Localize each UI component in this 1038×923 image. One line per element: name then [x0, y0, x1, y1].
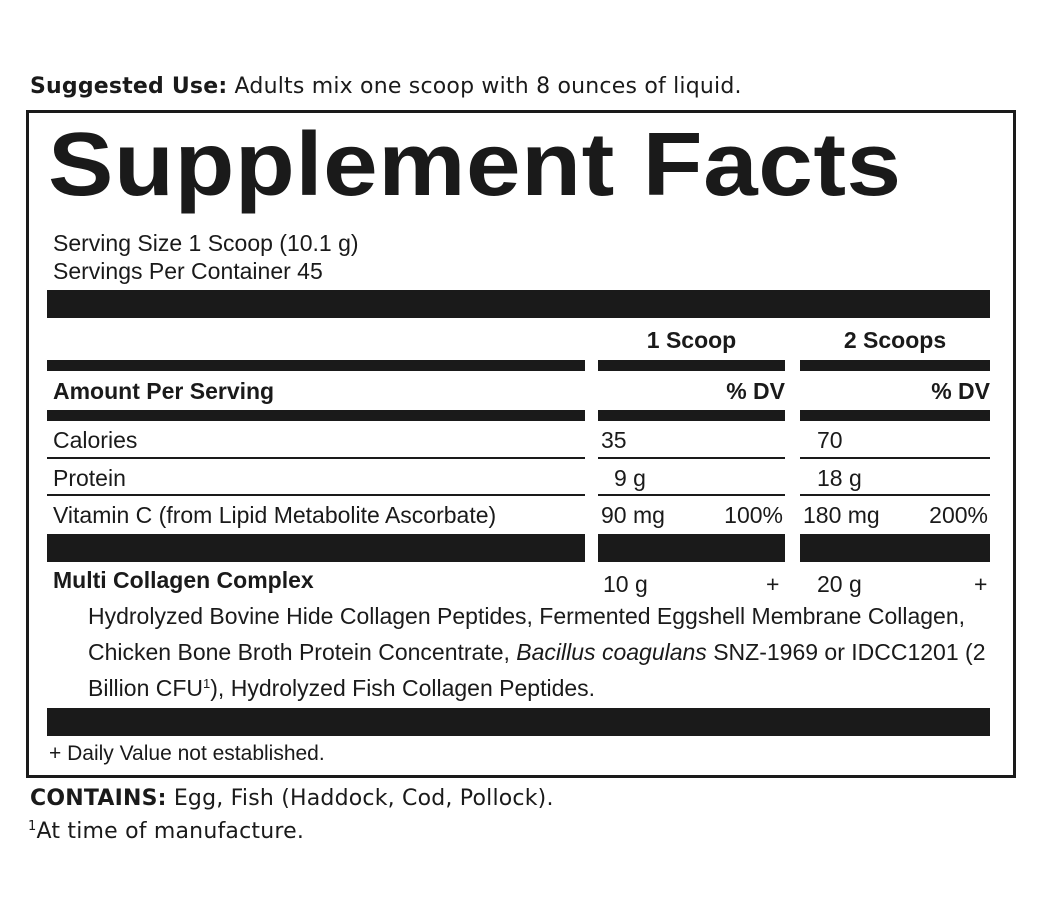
contains-text: Egg, Fish (Haddock, Cod, Pollock).: [166, 786, 554, 811]
daily-value-note: + Daily Value not established.: [49, 742, 325, 765]
divider-bar-thick: [598, 534, 785, 562]
ingredients-text-3: ), Hydrolyzed Fish Collagen Peptides.: [210, 675, 596, 701]
row-divider: [800, 457, 990, 459]
dv-header-1: % DV: [726, 378, 785, 404]
footnote-marker: 1: [203, 676, 211, 691]
serving-size: Serving Size 1 Scoop (10.1 g): [53, 230, 359, 256]
calories-amount-1: 35: [601, 427, 627, 453]
suggested-use-text: Adults mix one scoop with 8 ounces of liquid.: [227, 74, 742, 99]
footnote-text: At time of manufacture.: [36, 819, 305, 844]
row-divider: [47, 457, 585, 459]
contains-label: CONTAINS:: [30, 786, 167, 811]
vitamin-c-amount-2: 180 mg: [803, 502, 880, 528]
footnote: [28, 819, 304, 844]
complex-name: Multi Collagen Complex: [53, 567, 314, 593]
ingredients-text-2: SNZ-1969 or IDCC1201 (2 Billion CFU: [88, 639, 986, 701]
row-divider: [47, 494, 585, 496]
divider-bar: [598, 360, 785, 371]
suggested-use: [30, 74, 742, 99]
dv-header-2: % DV: [931, 378, 990, 404]
vitamin-c-dv-2: 200%: [929, 502, 988, 528]
column-header-2-scoops: 2 Scoops: [843, 327, 947, 353]
suggested-use-label: Suggested Use:: [30, 74, 228, 99]
ingredients-italic: Bacillus coagulans: [516, 639, 707, 665]
divider-bar: [47, 410, 585, 421]
contains-statement: [30, 786, 554, 811]
row-divider: [598, 494, 785, 496]
nutrient-name-vitamin-c: Vitamin C (from Lipid Metabolite Ascorbate): [53, 502, 497, 528]
ingredients-text-1: Hydrolyzed Bovine Hide Collagen Peptides, Fermented Eggshell Membrane Collagen, Chicken Bone Broth Protein Concentrate,: [88, 603, 966, 665]
nutrient-name-protein: Protein: [53, 465, 126, 491]
row-divider: [598, 457, 785, 459]
complex-dv-2: +: [974, 571, 988, 597]
divider-bar-thick: [47, 534, 585, 562]
servings-per-container: Servings Per Container 45: [53, 258, 323, 284]
complex-dv-1: +: [766, 571, 780, 597]
protein-amount-1: 9 g: [614, 465, 646, 491]
divider-bar: [598, 410, 785, 421]
amount-per-serving-header: Amount Per Serving: [53, 378, 275, 404]
divider-bar: [800, 360, 990, 371]
panel-title: Supplement Facts: [48, 115, 902, 215]
column-header-1-scoop: 1 Scoop: [646, 327, 737, 353]
row-divider: [800, 494, 990, 496]
divider-bar-thick: [800, 534, 990, 562]
protein-amount-2: 18 g: [817, 465, 862, 491]
divider-bar-thick: [47, 708, 990, 736]
complex-amount-2: 20 g: [817, 571, 862, 597]
complex-ingredients: [88, 598, 993, 706]
nutrient-name-calories: Calories: [53, 427, 138, 453]
vitamin-c-dv-1: 100%: [724, 502, 783, 528]
calories-amount-2: 70: [817, 427, 843, 453]
divider-bar: [47, 360, 585, 371]
vitamin-c-amount-1: 90 mg: [601, 502, 665, 528]
divider-bar: [800, 410, 990, 421]
footnote-number: 1: [28, 819, 37, 834]
divider-bar-thick: [47, 290, 990, 318]
complex-amount-1: 10 g: [603, 571, 648, 597]
